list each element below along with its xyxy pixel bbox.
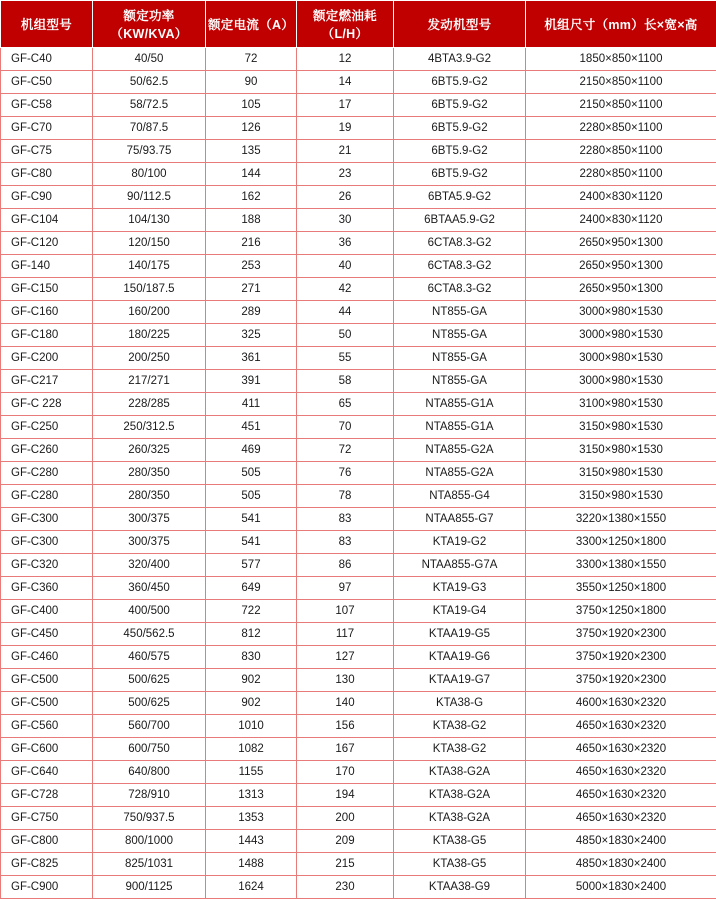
cell-engine-model: KTA38-G2 bbox=[394, 738, 526, 761]
cell-rated-power: 80/100 bbox=[93, 163, 206, 186]
cell-fuel-consumption: 107 bbox=[297, 600, 394, 623]
cell-engine-model: NTAA855-G7A bbox=[394, 554, 526, 577]
table-row bbox=[1, 508, 716, 531]
cell-dimensions: 3750×1920×2300 bbox=[526, 646, 716, 669]
cell-dimensions: 3150×980×1530 bbox=[526, 485, 716, 508]
cell-engine-model: 6CTA8.3-G2 bbox=[394, 278, 526, 301]
cell-rated-current: 162 bbox=[206, 186, 297, 209]
cell-rated-current: 469 bbox=[206, 439, 297, 462]
column-header-rated-power: 额定功率（KW/KVA） bbox=[93, 1, 206, 48]
cell-model: GF-C217 bbox=[1, 370, 93, 393]
cell-rated-power: 800/1000 bbox=[93, 830, 206, 853]
cell-fuel-consumption: 170 bbox=[297, 761, 394, 784]
cell-rated-current: 1155 bbox=[206, 761, 297, 784]
cell-dimensions: 4600×1630×2320 bbox=[526, 692, 716, 715]
cell-engine-model: KTA38-G2A bbox=[394, 761, 526, 784]
cell-fuel-consumption: 30 bbox=[297, 209, 394, 232]
cell-model: GF-C800 bbox=[1, 830, 93, 853]
cell-model: GF-C104 bbox=[1, 209, 93, 232]
cell-dimensions: 3550×1250×1800 bbox=[526, 577, 716, 600]
cell-engine-model: 4BTA3.9-G2 bbox=[394, 48, 526, 71]
cell-rated-current: 541 bbox=[206, 531, 297, 554]
cell-model: GF-C300 bbox=[1, 508, 93, 531]
cell-dimensions: 3150×980×1530 bbox=[526, 439, 716, 462]
cell-model: GF-C300 bbox=[1, 531, 93, 554]
cell-dimensions: 2280×850×1100 bbox=[526, 140, 716, 163]
cell-dimensions: 4650×1630×2320 bbox=[526, 807, 716, 830]
cell-model: GF-C450 bbox=[1, 623, 93, 646]
cell-rated-current: 1353 bbox=[206, 807, 297, 830]
cell-engine-model: NT855-GA bbox=[394, 347, 526, 370]
cell-rated-current: 188 bbox=[206, 209, 297, 232]
table-row bbox=[1, 71, 716, 94]
cell-rated-power: 120/150 bbox=[93, 232, 206, 255]
cell-engine-model: KTA19-G4 bbox=[394, 600, 526, 623]
table-row bbox=[1, 255, 716, 278]
cell-fuel-consumption: 76 bbox=[297, 462, 394, 485]
cell-rated-power: 320/400 bbox=[93, 554, 206, 577]
table-row bbox=[1, 761, 716, 784]
cell-fuel-consumption: 140 bbox=[297, 692, 394, 715]
cell-dimensions: 3750×1920×2300 bbox=[526, 669, 716, 692]
cell-fuel-consumption: 83 bbox=[297, 508, 394, 531]
cell-dimensions: 2400×830×1120 bbox=[526, 186, 716, 209]
cell-model: GF-C 228 bbox=[1, 393, 93, 416]
cell-engine-model: 6BT5.9-G2 bbox=[394, 117, 526, 140]
cell-model: GF-C320 bbox=[1, 554, 93, 577]
cell-rated-current: 541 bbox=[206, 508, 297, 531]
cell-engine-model: KTA38-G2A bbox=[394, 807, 526, 830]
cell-engine-model: KTA19-G2 bbox=[394, 531, 526, 554]
cell-rated-current: 271 bbox=[206, 278, 297, 301]
table-row bbox=[1, 324, 716, 347]
table-row bbox=[1, 830, 716, 853]
cell-engine-model: NT855-GA bbox=[394, 301, 526, 324]
cell-engine-model: KTAA19-G6 bbox=[394, 646, 526, 669]
table-row bbox=[1, 623, 716, 646]
cell-rated-power: 300/375 bbox=[93, 531, 206, 554]
cell-engine-model: KTA38-G bbox=[394, 692, 526, 715]
cell-rated-power: 900/1125 bbox=[93, 876, 206, 899]
cell-rated-current: 325 bbox=[206, 324, 297, 347]
column-header-model: 机组型号 bbox=[1, 1, 93, 48]
cell-dimensions: 3750×1920×2300 bbox=[526, 623, 716, 646]
cell-fuel-consumption: 167 bbox=[297, 738, 394, 761]
table-row bbox=[1, 347, 716, 370]
table-row bbox=[1, 232, 716, 255]
cell-fuel-consumption: 65 bbox=[297, 393, 394, 416]
cell-model: GF-C260 bbox=[1, 439, 93, 462]
cell-rated-power: 728/910 bbox=[93, 784, 206, 807]
cell-rated-current: 90 bbox=[206, 71, 297, 94]
cell-engine-model: 6CTA8.3-G2 bbox=[394, 255, 526, 278]
cell-dimensions: 1850×850×1100 bbox=[526, 48, 716, 71]
cell-fuel-consumption: 70 bbox=[297, 416, 394, 439]
cell-engine-model: 6BT5.9-G2 bbox=[394, 94, 526, 117]
cell-engine-model: NTA855-G1A bbox=[394, 393, 526, 416]
cell-engine-model: KTA38-G5 bbox=[394, 853, 526, 876]
cell-fuel-consumption: 55 bbox=[297, 347, 394, 370]
cell-engine-model: NTAA855-G7 bbox=[394, 508, 526, 531]
table-row bbox=[1, 600, 716, 623]
cell-engine-model: KTAA19-G7 bbox=[394, 669, 526, 692]
cell-engine-model: KTA38-G2A bbox=[394, 784, 526, 807]
cell-dimensions: 4650×1630×2320 bbox=[526, 761, 716, 784]
cell-engine-model: 6BT5.9-G2 bbox=[394, 140, 526, 163]
table-row bbox=[1, 140, 716, 163]
cell-rated-power: 500/625 bbox=[93, 692, 206, 715]
cell-fuel-consumption: 42 bbox=[297, 278, 394, 301]
cell-fuel-consumption: 21 bbox=[297, 140, 394, 163]
table-row bbox=[1, 416, 716, 439]
cell-rated-power: 150/187.5 bbox=[93, 278, 206, 301]
cell-engine-model: 6BT5.9-G2 bbox=[394, 71, 526, 94]
table-row bbox=[1, 531, 716, 554]
cell-dimensions: 3300×1380×1550 bbox=[526, 554, 716, 577]
cell-dimensions: 3300×1250×1800 bbox=[526, 531, 716, 554]
cell-dimensions: 3100×980×1530 bbox=[526, 393, 716, 416]
cell-rated-current: 144 bbox=[206, 163, 297, 186]
cell-fuel-consumption: 26 bbox=[297, 186, 394, 209]
table-header bbox=[1, 1, 716, 48]
cell-fuel-consumption: 117 bbox=[297, 623, 394, 646]
table-row bbox=[1, 807, 716, 830]
cell-rated-power: 140/175 bbox=[93, 255, 206, 278]
cell-rated-power: 825/1031 bbox=[93, 853, 206, 876]
table-row bbox=[1, 784, 716, 807]
cell-model: GF-C200 bbox=[1, 347, 93, 370]
cell-dimensions: 3000×980×1530 bbox=[526, 370, 716, 393]
cell-rated-current: 902 bbox=[206, 692, 297, 715]
cell-fuel-consumption: 40 bbox=[297, 255, 394, 278]
cell-fuel-consumption: 36 bbox=[297, 232, 394, 255]
table-row bbox=[1, 439, 716, 462]
cell-engine-model: NT855-GA bbox=[394, 370, 526, 393]
cell-fuel-consumption: 23 bbox=[297, 163, 394, 186]
cell-rated-power: 260/325 bbox=[93, 439, 206, 462]
cell-rated-power: 50/62.5 bbox=[93, 71, 206, 94]
cell-engine-model: NTA855-G2A bbox=[394, 462, 526, 485]
cell-rated-power: 500/625 bbox=[93, 669, 206, 692]
cell-model: GF-C280 bbox=[1, 485, 93, 508]
cell-rated-power: 280/350 bbox=[93, 462, 206, 485]
cell-dimensions: 4850×1830×2400 bbox=[526, 830, 716, 853]
cell-model: GF-C280 bbox=[1, 462, 93, 485]
cell-rated-power: 250/312.5 bbox=[93, 416, 206, 439]
cell-model: GF-C600 bbox=[1, 738, 93, 761]
cell-fuel-consumption: 19 bbox=[297, 117, 394, 140]
cell-rated-current: 1488 bbox=[206, 853, 297, 876]
table-row bbox=[1, 669, 716, 692]
cell-rated-power: 280/350 bbox=[93, 485, 206, 508]
cell-model: GF-C90 bbox=[1, 186, 93, 209]
cell-dimensions: 3150×980×1530 bbox=[526, 462, 716, 485]
table-row bbox=[1, 692, 716, 715]
cell-model: GF-C560 bbox=[1, 715, 93, 738]
cell-rated-power: 300/375 bbox=[93, 508, 206, 531]
cell-rated-power: 640/800 bbox=[93, 761, 206, 784]
cell-fuel-consumption: 58 bbox=[297, 370, 394, 393]
table-row bbox=[1, 94, 716, 117]
cell-rated-current: 451 bbox=[206, 416, 297, 439]
cell-dimensions: 3750×1250×1800 bbox=[526, 600, 716, 623]
cell-fuel-consumption: 215 bbox=[297, 853, 394, 876]
column-header-fuel-consumption: 额定燃油耗（L/H） bbox=[297, 1, 394, 48]
cell-engine-model: 6CTA8.3-G2 bbox=[394, 232, 526, 255]
cell-rated-power: 58/72.5 bbox=[93, 94, 206, 117]
cell-rated-current: 830 bbox=[206, 646, 297, 669]
cell-model: GF-C150 bbox=[1, 278, 93, 301]
cell-dimensions: 2400×830×1120 bbox=[526, 209, 716, 232]
cell-dimensions: 2650×950×1300 bbox=[526, 232, 716, 255]
cell-rated-power: 400/500 bbox=[93, 600, 206, 623]
cell-rated-current: 126 bbox=[206, 117, 297, 140]
cell-dimensions: 3000×980×1530 bbox=[526, 301, 716, 324]
cell-dimensions: 2150×850×1100 bbox=[526, 94, 716, 117]
cell-rated-current: 361 bbox=[206, 347, 297, 370]
cell-dimensions: 3000×980×1530 bbox=[526, 324, 716, 347]
cell-fuel-consumption: 14 bbox=[297, 71, 394, 94]
cell-rated-current: 902 bbox=[206, 669, 297, 692]
cell-model: GF-C500 bbox=[1, 669, 93, 692]
cell-model: GF-C160 bbox=[1, 301, 93, 324]
cell-engine-model: 6BTAA5.9-G2 bbox=[394, 209, 526, 232]
table-row bbox=[1, 876, 716, 899]
cell-rated-current: 722 bbox=[206, 600, 297, 623]
cell-model: GF-C250 bbox=[1, 416, 93, 439]
cell-dimensions: 3150×980×1530 bbox=[526, 416, 716, 439]
cell-fuel-consumption: 78 bbox=[297, 485, 394, 508]
cell-engine-model: 6BTA5.9-G2 bbox=[394, 186, 526, 209]
cell-rated-current: 135 bbox=[206, 140, 297, 163]
cell-dimensions: 2280×850×1100 bbox=[526, 163, 716, 186]
table-row bbox=[1, 738, 716, 761]
cell-model: GF-C360 bbox=[1, 577, 93, 600]
cell-model: GF-C70 bbox=[1, 117, 93, 140]
cell-model: GF-C460 bbox=[1, 646, 93, 669]
table-row bbox=[1, 577, 716, 600]
table-row bbox=[1, 370, 716, 393]
cell-engine-model: NTA855-G1A bbox=[394, 416, 526, 439]
cell-model: GF-C80 bbox=[1, 163, 93, 186]
cell-fuel-consumption: 200 bbox=[297, 807, 394, 830]
cell-rated-power: 460/575 bbox=[93, 646, 206, 669]
cell-fuel-consumption: 83 bbox=[297, 531, 394, 554]
table-row bbox=[1, 485, 716, 508]
cell-rated-current: 577 bbox=[206, 554, 297, 577]
cell-rated-current: 649 bbox=[206, 577, 297, 600]
cell-rated-current: 1313 bbox=[206, 784, 297, 807]
cell-fuel-consumption: 130 bbox=[297, 669, 394, 692]
cell-fuel-consumption: 86 bbox=[297, 554, 394, 577]
cell-model: GF-C75 bbox=[1, 140, 93, 163]
table-row bbox=[1, 715, 716, 738]
cell-dimensions: 4650×1630×2320 bbox=[526, 738, 716, 761]
column-header-engine-model: 发动机型号 bbox=[394, 1, 526, 48]
cell-rated-power: 228/285 bbox=[93, 393, 206, 416]
cell-fuel-consumption: 156 bbox=[297, 715, 394, 738]
cell-rated-power: 90/112.5 bbox=[93, 186, 206, 209]
cell-fuel-consumption: 97 bbox=[297, 577, 394, 600]
cell-dimensions: 4850×1830×2400 bbox=[526, 853, 716, 876]
cell-fuel-consumption: 230 bbox=[297, 876, 394, 899]
cell-engine-model: KTA19-G3 bbox=[394, 577, 526, 600]
table-header-row bbox=[1, 1, 716, 48]
table-row bbox=[1, 117, 716, 140]
table-row bbox=[1, 393, 716, 416]
cell-rated-power: 360/450 bbox=[93, 577, 206, 600]
cell-fuel-consumption: 17 bbox=[297, 94, 394, 117]
cell-model: GF-C825 bbox=[1, 853, 93, 876]
cell-rated-current: 1010 bbox=[206, 715, 297, 738]
cell-rated-power: 600/750 bbox=[93, 738, 206, 761]
cell-rated-power: 217/271 bbox=[93, 370, 206, 393]
cell-rated-power: 180/225 bbox=[93, 324, 206, 347]
cell-rated-current: 1624 bbox=[206, 876, 297, 899]
table-body bbox=[1, 48, 716, 899]
cell-engine-model: KTA38-G5 bbox=[394, 830, 526, 853]
cell-engine-model: 6BT5.9-G2 bbox=[394, 163, 526, 186]
cell-rated-power: 40/50 bbox=[93, 48, 206, 71]
cell-rated-current: 411 bbox=[206, 393, 297, 416]
cell-rated-current: 72 bbox=[206, 48, 297, 71]
cell-dimensions: 2150×850×1100 bbox=[526, 71, 716, 94]
cell-rated-current: 216 bbox=[206, 232, 297, 255]
cell-model: GF-C728 bbox=[1, 784, 93, 807]
table-row bbox=[1, 853, 716, 876]
cell-fuel-consumption: 50 bbox=[297, 324, 394, 347]
cell-dimensions: 3220×1380×1550 bbox=[526, 508, 716, 531]
cell-model: GF-C750 bbox=[1, 807, 93, 830]
cell-rated-current: 812 bbox=[206, 623, 297, 646]
cell-rated-current: 391 bbox=[206, 370, 297, 393]
table-row bbox=[1, 278, 716, 301]
cell-dimensions: 2280×850×1100 bbox=[526, 117, 716, 140]
cell-model: GF-C40 bbox=[1, 48, 93, 71]
cell-dimensions: 2650×950×1300 bbox=[526, 278, 716, 301]
table-row bbox=[1, 646, 716, 669]
cell-rated-power: 70/87.5 bbox=[93, 117, 206, 140]
cell-model: GF-C400 bbox=[1, 600, 93, 623]
cell-rated-current: 253 bbox=[206, 255, 297, 278]
cell-dimensions: 2650×950×1300 bbox=[526, 255, 716, 278]
table-row bbox=[1, 209, 716, 232]
cell-dimensions: 4650×1630×2320 bbox=[526, 715, 716, 738]
cell-rated-current: 1082 bbox=[206, 738, 297, 761]
table-row bbox=[1, 186, 716, 209]
cell-rated-current: 105 bbox=[206, 94, 297, 117]
cell-dimensions: 3000×980×1530 bbox=[526, 347, 716, 370]
cell-rated-current: 505 bbox=[206, 462, 297, 485]
table-row bbox=[1, 163, 716, 186]
cell-rated-current: 289 bbox=[206, 301, 297, 324]
cell-fuel-consumption: 194 bbox=[297, 784, 394, 807]
cell-model: GF-C120 bbox=[1, 232, 93, 255]
table-row bbox=[1, 48, 716, 71]
cell-rated-current: 1443 bbox=[206, 830, 297, 853]
cell-model: GF-C50 bbox=[1, 71, 93, 94]
cell-rated-power: 160/200 bbox=[93, 301, 206, 324]
cell-fuel-consumption: 44 bbox=[297, 301, 394, 324]
cell-rated-power: 200/250 bbox=[93, 347, 206, 370]
cell-rated-current: 505 bbox=[206, 485, 297, 508]
cell-rated-power: 560/700 bbox=[93, 715, 206, 738]
table-row bbox=[1, 462, 716, 485]
cell-rated-power: 104/130 bbox=[93, 209, 206, 232]
cell-engine-model: KTAA38-G9 bbox=[394, 876, 526, 899]
cell-model: GF-C640 bbox=[1, 761, 93, 784]
column-header-dimensions: 机组尺寸（mm）长×宽×高 bbox=[526, 1, 716, 48]
cell-engine-model: NTA855-G2A bbox=[394, 439, 526, 462]
cell-model: GF-C500 bbox=[1, 692, 93, 715]
cell-dimensions: 5000×1830×2400 bbox=[526, 876, 716, 899]
cell-engine-model: NTA855-G4 bbox=[394, 485, 526, 508]
cell-rated-power: 450/562.5 bbox=[93, 623, 206, 646]
cell-rated-power: 75/93.75 bbox=[93, 140, 206, 163]
cell-model: GF-C180 bbox=[1, 324, 93, 347]
cell-fuel-consumption: 209 bbox=[297, 830, 394, 853]
cell-engine-model: KTAA19-G5 bbox=[394, 623, 526, 646]
table-row bbox=[1, 554, 716, 577]
cell-model: GF-140 bbox=[1, 255, 93, 278]
cell-model: GF-C58 bbox=[1, 94, 93, 117]
cell-engine-model: NT855-GA bbox=[394, 324, 526, 347]
cell-fuel-consumption: 127 bbox=[297, 646, 394, 669]
cell-fuel-consumption: 12 bbox=[297, 48, 394, 71]
column-header-rated-current: 额定电流（A） bbox=[206, 1, 297, 48]
cell-fuel-consumption: 72 bbox=[297, 439, 394, 462]
cell-rated-power: 750/937.5 bbox=[93, 807, 206, 830]
cell-dimensions: 4650×1630×2320 bbox=[526, 784, 716, 807]
cell-engine-model: KTA38-G2 bbox=[394, 715, 526, 738]
cell-model: GF-C900 bbox=[1, 876, 93, 899]
table-row bbox=[1, 301, 716, 324]
